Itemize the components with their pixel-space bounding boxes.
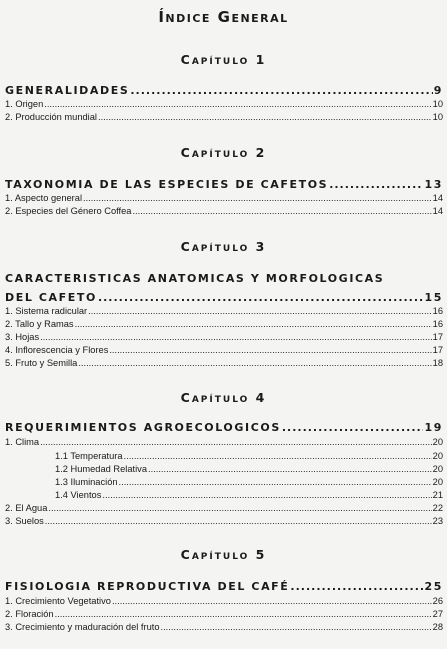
toc-item[interactable] xyxy=(5,609,443,619)
toc-item[interactable] xyxy=(5,503,443,513)
toc-item[interactable] xyxy=(5,193,443,203)
toc-entry-label: 1. Origen xyxy=(5,99,44,109)
toc-item[interactable] xyxy=(5,596,443,606)
toc-page-number: 26 xyxy=(432,596,443,606)
leader-dots xyxy=(83,193,432,203)
toc-page-number: 18 xyxy=(432,358,443,368)
toc-page-number: 10 xyxy=(432,112,443,122)
leader-dots xyxy=(44,99,431,109)
leader-dots xyxy=(98,112,432,122)
toc-main-entry[interactable] xyxy=(5,291,443,304)
toc-item[interactable] xyxy=(5,358,443,368)
leader-dots xyxy=(132,206,431,216)
leader-dots xyxy=(78,358,431,368)
toc-main-entry-line1: CARACTERISTICAS ANATOMICAS Y MORFOLOGICAS xyxy=(5,272,385,285)
toc-entry-label: 2. El Agua xyxy=(5,503,48,513)
leader-dots xyxy=(40,437,432,447)
toc-page-number: 14 xyxy=(432,193,443,203)
toc-entry-label: FISIOLOGIA REPRODUCTIVA DEL CAFÉ xyxy=(5,580,290,593)
leader-dots xyxy=(98,291,424,304)
toc-entry-label: 4. Inflorescencia y Flores xyxy=(5,345,109,355)
toc-entry-label: 2. Floración xyxy=(5,609,54,619)
toc-entry-label: 2. Especies del Género Coffea xyxy=(5,206,132,216)
chapter-1-heading: Capítulo 1 xyxy=(180,52,267,67)
leader-dots xyxy=(290,580,423,593)
toc-entry-label: 1. Clima xyxy=(5,437,40,447)
toc-page-number: 27 xyxy=(432,609,443,619)
toc-entry-label: DEL CAFETO xyxy=(5,291,97,304)
leader-dots xyxy=(40,332,432,342)
toc-page-number: 20 xyxy=(432,477,443,487)
toc-item[interactable] xyxy=(5,319,443,329)
toc-page-number: 17 xyxy=(432,332,443,342)
toc-page-number: 25 xyxy=(424,580,443,593)
toc-page-number: 10 xyxy=(432,99,443,109)
leader-dots xyxy=(329,178,423,191)
toc-page-number: 20 xyxy=(432,464,443,474)
toc-page-number: 22 xyxy=(432,503,443,513)
toc-page-number: 14 xyxy=(432,206,443,216)
toc-item[interactable] xyxy=(5,437,443,447)
leader-dots xyxy=(282,421,424,434)
toc-entry-label: REQUERIMIENTOS AGROECOLOGICOS xyxy=(5,421,281,434)
toc-item[interactable] xyxy=(5,622,443,632)
chapter-5-heading: Capítulo 5 xyxy=(180,547,267,562)
leader-dots xyxy=(88,306,432,316)
toc-entry-label: 5. Fruto y Semilla xyxy=(5,358,78,368)
toc-entry-label: GENERALIDADES xyxy=(5,84,130,97)
toc-page-number: 15 xyxy=(424,291,443,304)
toc-entry-label: TAXONOMIA DE LAS ESPECIES DE CAFETOS xyxy=(5,178,329,191)
toc-page-number: 20 xyxy=(432,437,443,447)
leader-dots xyxy=(102,490,431,500)
toc-entry-label: 1. Aspecto general xyxy=(5,193,83,203)
leader-dots xyxy=(161,622,432,632)
toc-page-number: 9 xyxy=(433,84,443,97)
toc-entry-label: 1.1 Temperatura xyxy=(55,451,123,461)
toc-entry-label: 3. Suelos xyxy=(5,516,44,526)
toc-subitem[interactable] xyxy=(55,464,443,474)
toc-entry-label: 1. Sistema radicular xyxy=(5,306,88,316)
toc-main-entry[interactable] xyxy=(5,178,443,191)
leader-dots xyxy=(48,503,431,513)
toc-item[interactable] xyxy=(5,332,443,342)
leader-dots xyxy=(45,516,432,526)
toc-entry-label: 1.2 Humedad Relativa xyxy=(55,464,147,474)
toc-main-entry[interactable] xyxy=(5,84,443,97)
leader-dots xyxy=(148,464,432,474)
page-title: Índice General xyxy=(158,8,289,26)
toc-page-number: 16 xyxy=(432,306,443,316)
toc-item[interactable] xyxy=(5,112,443,122)
toc-page-number: 20 xyxy=(432,451,443,461)
leader-dots xyxy=(112,596,432,606)
toc-entry-label: 3. Hojas xyxy=(5,332,40,342)
toc-subitem[interactable] xyxy=(55,477,443,487)
chapter-2-heading: Capítulo 2 xyxy=(180,145,267,160)
toc-entry-label: 2. Tallo y Ramas xyxy=(5,319,74,329)
toc-item[interactable] xyxy=(5,345,443,355)
toc-page-number: 28 xyxy=(432,622,443,632)
toc-subitem[interactable] xyxy=(55,490,443,500)
leader-dots xyxy=(124,451,432,461)
leader-dots xyxy=(119,477,432,487)
toc-item[interactable] xyxy=(5,516,443,526)
toc-main-entry[interactable] xyxy=(5,421,443,434)
toc-item[interactable] xyxy=(5,99,443,109)
toc-item[interactable] xyxy=(5,306,443,316)
toc-subitem[interactable] xyxy=(55,451,443,461)
toc-entry-label: 3. Crecimiento y maduración del fruto xyxy=(5,622,160,632)
toc-page-number: 21 xyxy=(432,490,443,500)
toc-entry-label: 1.4 Vientos xyxy=(55,490,102,500)
toc-main-entry[interactable] xyxy=(5,580,443,593)
chapter-3-heading: Capítulo 3 xyxy=(180,239,267,254)
toc-item[interactable] xyxy=(5,206,443,216)
leader-dots xyxy=(55,609,432,619)
toc-page-number: 16 xyxy=(432,319,443,329)
toc-page-number: 23 xyxy=(432,516,443,526)
leader-dots xyxy=(130,84,432,97)
chapter-4-heading: Capítulo 4 xyxy=(180,390,267,405)
toc-entry-label: 1.3 Iluminación xyxy=(55,477,118,487)
toc-page-number: 19 xyxy=(424,421,443,434)
toc-entry-label: 2. Producción mundial xyxy=(5,112,97,122)
leader-dots xyxy=(75,319,432,329)
toc-page-number: 17 xyxy=(432,345,443,355)
toc-entry-label: 1. Crecimiento Vegetativo xyxy=(5,596,111,606)
leader-dots xyxy=(109,345,431,355)
toc-page-number: 13 xyxy=(424,178,443,191)
